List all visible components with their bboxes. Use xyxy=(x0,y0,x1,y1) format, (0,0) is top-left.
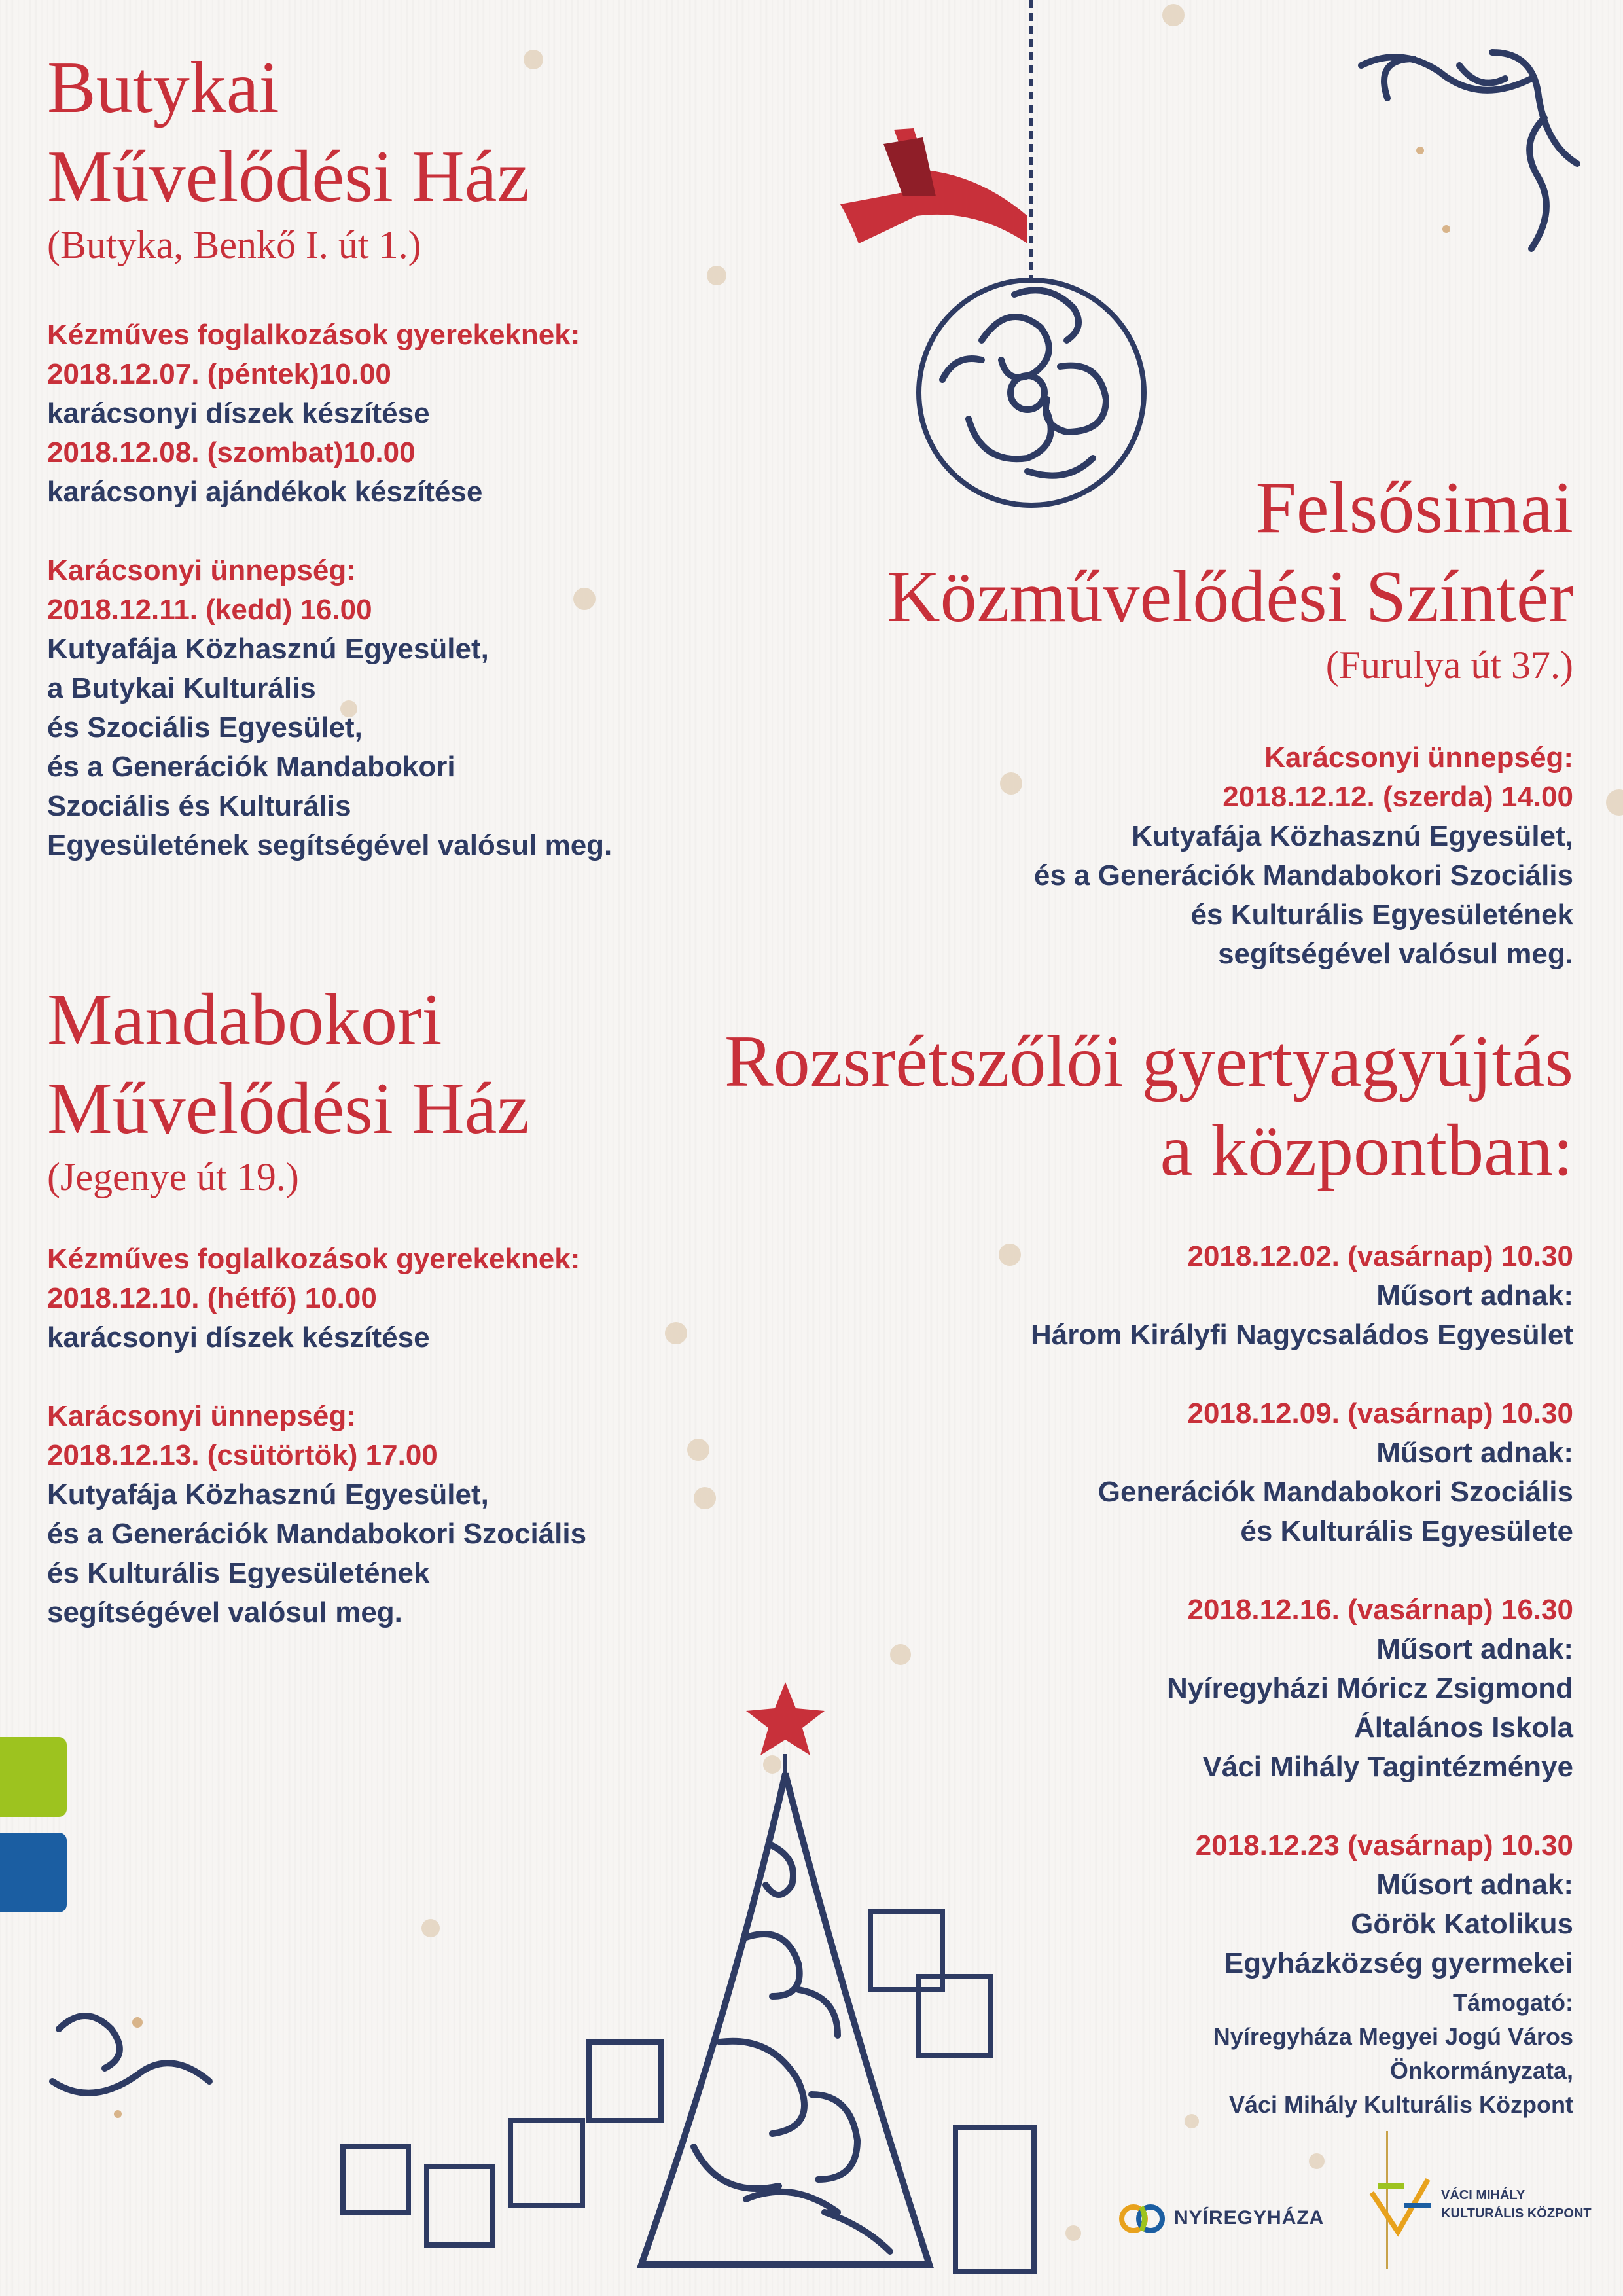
felsosima-address: (Furulya út 37.) xyxy=(1325,643,1573,687)
rozsret-title-line2: a központban: xyxy=(1160,1110,1573,1191)
felsosima-celebration-line: Kutyafája Közhasznú Egyesület, xyxy=(1132,820,1573,852)
nyiregyhaza-logo-text: NYÍREGYHÁZA xyxy=(1174,2207,1325,2229)
butyka-section xyxy=(47,43,612,865)
support-line: Váci Mihály Kulturális Központ xyxy=(1228,2091,1573,2118)
butyka-title-line2: Művelődési Ház xyxy=(47,136,530,217)
ribbon-icon xyxy=(840,128,1027,243)
rozsret-event-line: Egyházközség gyermekei xyxy=(1224,1947,1573,1979)
mandabokor-title-line2: Művelődési Ház xyxy=(47,1068,530,1149)
rozsret-event-label: Műsort adnak: xyxy=(1376,1437,1573,1469)
rozsret-event xyxy=(724,1590,1573,1787)
rozsret-event xyxy=(724,1826,1573,1983)
butyka-celebration-line: és a Generációk Mandabokori xyxy=(47,751,455,783)
butyka-celebration-date: 2018.12.11. (kedd) 16.00 xyxy=(47,594,372,626)
mandabokor-celebration-heading: Karácsonyi ünnepség: xyxy=(47,1400,356,1432)
rozsret-event-line: és Kulturális Egyesülete xyxy=(1240,1515,1573,1547)
butyka-crafts-date2: 2018.12.08. (szombat)10.00 xyxy=(47,437,416,469)
mandabokor-celebration-date: 2018.12.13. (csütörtök) 17.00 xyxy=(47,1439,438,1471)
rozsret-event-label: Műsort adnak: xyxy=(1376,1280,1573,1312)
rozsret-event-label: Műsort adnak: xyxy=(1376,1869,1573,1901)
mandabokor-section xyxy=(47,975,586,1632)
felsosima-section xyxy=(887,463,1573,974)
rozsret-event-line: Generációk Mandabokori Szociális xyxy=(1097,1476,1573,1508)
vmkk-logo-text-line2: KULTURÁLIS KÖZPONT xyxy=(1441,2206,1592,2221)
rozsret-event-line: Váci Mihály Tagintézménye xyxy=(1202,1751,1573,1783)
felsosima-celebration-date: 2018.12.12. (szerda) 14.00 xyxy=(1222,781,1573,813)
vmkk-logo-icon xyxy=(1365,2166,1437,2245)
mandabokor-celebration-line: és a Generációk Mandabokori Szociális xyxy=(47,1518,587,1550)
mandabokor-crafts-date: 2018.12.10. (hétfő) 10.00 xyxy=(47,1282,377,1314)
corner-swirl-decoration xyxy=(1348,39,1584,288)
vmkk-logo xyxy=(1365,2166,1592,2258)
butyka-crafts-desc1: karácsonyi díszek készítése xyxy=(47,397,430,429)
rozsret-event-date: 2018.12.16. (vasárnap) 16.30 xyxy=(1187,1594,1573,1626)
butyka-title-line1: Butykai xyxy=(47,47,279,128)
mandabokor-crafts-desc: karácsonyi díszek készítése xyxy=(47,1321,430,1354)
felsosima-celebration-line: segítségével valósul meg. xyxy=(1218,938,1573,970)
butyka-celebration-line: Egyesületének segítségével valósul meg. xyxy=(47,829,613,861)
nyiregyhaza-logo-icon xyxy=(1118,2194,1168,2244)
butyka-celebration-line: Szociális és Kulturális xyxy=(47,790,351,822)
felsosima-title-line2: Közművelődési Színtér xyxy=(887,556,1573,637)
rozsret-event-date: 2018.12.09. (vasárnap) 10.30 xyxy=(1187,1397,1573,1429)
rozsret-event-line: Általános Iskola xyxy=(1353,1712,1573,1744)
butyka-address: (Butyka, Benkő I. út 1.) xyxy=(47,223,421,266)
butyka-celebration-line: Kutyafája Közhasznú Egyesület, xyxy=(47,633,489,665)
mandabokor-celebration-line: Kutyafája Közhasznú Egyesület, xyxy=(47,1479,489,1511)
felsosima-celebration-line: és a Generációk Mandabokori Szociális xyxy=(1033,859,1573,891)
butyka-celebration-line: és Szociális Egyesület, xyxy=(47,711,363,744)
rozsret-event-date: 2018.12.23 (vasárnap) 10.30 xyxy=(1195,1829,1573,1861)
rozsret-section xyxy=(724,1017,1573,1983)
vmkk-logo-text-line1: VÁCI MIHÁLY xyxy=(1441,2188,1525,2202)
mandabokor-celebration-line: és Kulturális Egyesületének xyxy=(47,1557,430,1589)
bottom-left-swirl-decoration xyxy=(39,2003,236,2134)
butyka-crafts-date1: 2018.12.07. (péntek)10.00 xyxy=(47,358,391,390)
mandabokor-address: (Jegenye út 19.) xyxy=(47,1155,299,1198)
rozsret-event-date: 2018.12.02. (vasárnap) 10.30 xyxy=(1187,1240,1573,1272)
butyka-celebration-line: a Butykai Kulturális xyxy=(47,672,316,704)
green-side-tab xyxy=(0,1737,67,1817)
felsosima-celebration-heading: Karácsonyi ünnepség: xyxy=(1264,742,1573,774)
support-section xyxy=(1213,1986,1573,2122)
rozsret-event-line: Három Királyfi Nagycsaládos Egyesület xyxy=(1031,1319,1573,1351)
blue-side-tab xyxy=(0,1833,67,1912)
rozsret-event xyxy=(724,1394,1573,1551)
rozsret-event-line: Nyíregyházi Móricz Zsigmond xyxy=(1167,1672,1573,1704)
felsosima-celebration-line: és Kulturális Egyesületének xyxy=(1190,899,1573,931)
mandabokor-celebration-line: segítségével valósul meg. xyxy=(47,1596,402,1628)
nyiregyhaza-logo xyxy=(1118,2186,1340,2251)
rozsret-event-label: Műsort adnak: xyxy=(1376,1633,1573,1665)
support-label: Támogató: xyxy=(1453,1989,1573,2016)
support-line: Nyíregyháza Megyei Jogú Város xyxy=(1213,2023,1573,2050)
mandabokor-title-line1: Mandabokori xyxy=(47,979,442,1060)
support-line: Önkormányzata, xyxy=(1389,2057,1573,2084)
rozsret-event xyxy=(724,1237,1573,1355)
rozsret-event-line: Görök Katolikus xyxy=(1351,1908,1573,1940)
rozsret-title-line1: Rozsrétszőlői gyertyagyújtás xyxy=(724,1021,1573,1102)
butyka-celebration-heading: Karácsonyi ünnepség: xyxy=(47,554,356,586)
butyka-crafts-heading: Kézműves foglalkozások gyerekeknek: xyxy=(47,319,580,351)
mandabokor-crafts-heading: Kézműves foglalkozások gyerekeknek: xyxy=(47,1243,580,1275)
felsosima-title-line1: Felsősimai xyxy=(1255,467,1573,548)
butyka-crafts-desc2: karácsonyi ajándékok készítése xyxy=(47,476,483,508)
